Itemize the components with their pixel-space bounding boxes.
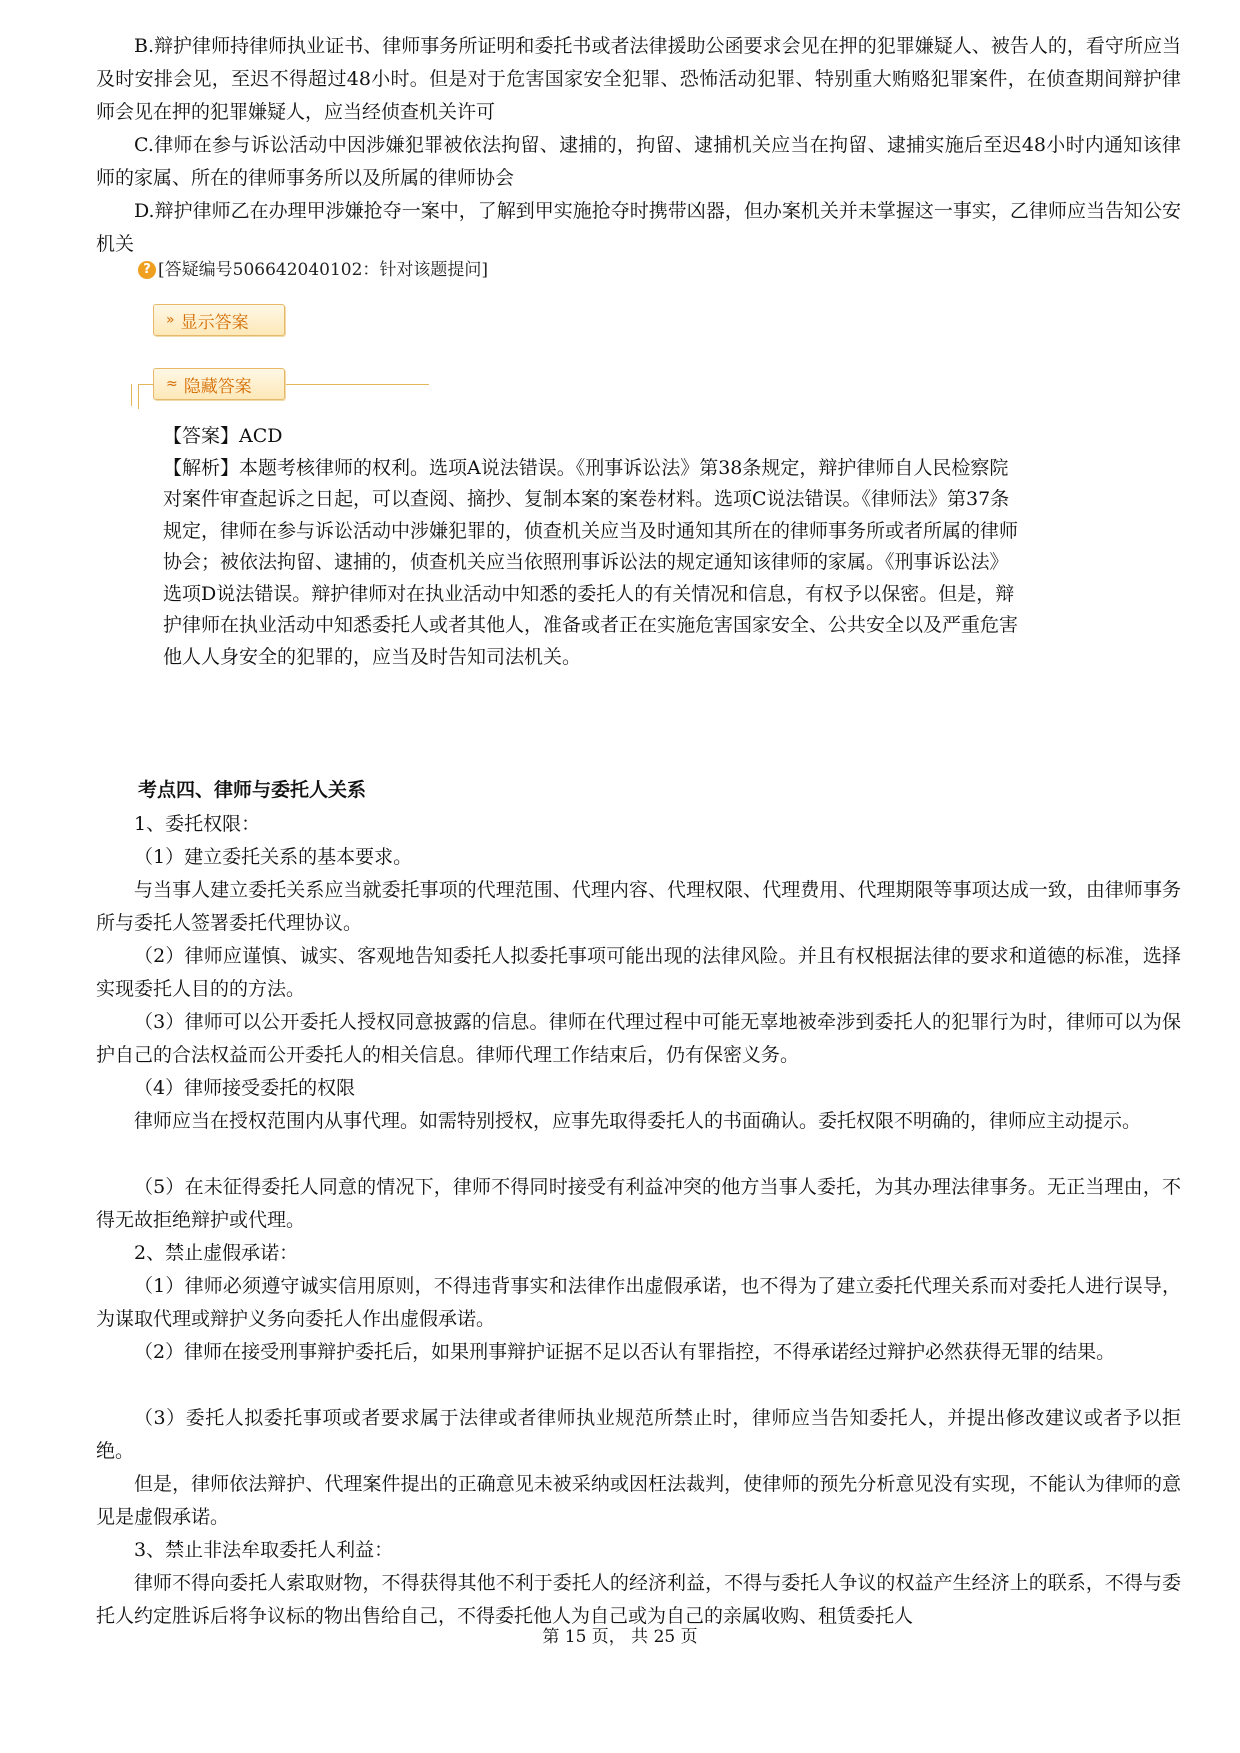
show-answer-label: 显示答案 <box>180 312 249 333</box>
hide-answer-button[interactable] <box>153 368 285 400</box>
section-subitem-1-5: （5）在未征得委托人同意的情况下，律师不得同时接受有利益冲突的他方当事人委托，为其办理法律事务。无正当理由，不得无故拒绝辩护或代理。 <box>96 1176 1181 1231</box>
section-subitem-1-4: （4）律师接受委托的权限 <box>134 1077 356 1099</box>
question-reference[interactable] <box>138 258 488 282</box>
section-paragraph: 但是，律师依法辩护、代理案件提出的正确意见未被采纳或因枉法裁判，使律师的预先分析意见没有实现，不能认为律师的意见是虚假承诺。 <box>96 1473 1181 1528</box>
section-subitem-2-2: （2）律师在接受刑事辩护委托后，如果刑事辩护证据不足以否认有罪指控，不得承诺经过辩护必然获得无罪的结果。 <box>134 1341 1116 1363</box>
section-paragraph: 律师不得向委托人索取财物，不得获得其他不利于委托人的经济利益，不得与委托人争议的权益产生经济上的联系，不得与委托人约定胜诉后将争议标的物出售给自己，不得委托他人为自己或为自己的亲属收购、租赁委托人 <box>96 1572 1181 1627</box>
section-item-2: 2、禁止虚假承诺： <box>134 1242 299 1264</box>
answer-panel <box>163 421 1021 673</box>
section-paragraph: 与当事人建立委托关系应当就委托事项的代理范围、代理内容、代理权限、代理费用、代理期限等事项达成一致，由律师事务所与委托人签署委托代理协议。 <box>96 879 1181 934</box>
option-c: C.律师在参与诉讼活动中因涉嫌犯罪被依法拘留、逮捕的，拘留、逮捕机关应当在拘留、逮捕实施后至迟48小时内通知该律师的家属、所在的律师事务所以及所属的律师协会 <box>96 134 1181 189</box>
double-chevron-up-icon: ≈ <box>166 376 178 392</box>
section-subitem-1-1: （1）建立委托关系的基本要求。 <box>134 846 413 868</box>
section-paragraph: 律师应当在授权范围内从事代理。如需特别授权，应事先取得委托人的书面确认。委托权限不明确的，律师应主动提示。 <box>134 1110 1142 1132</box>
show-answer-button[interactable] <box>153 304 285 336</box>
page-footer: 第 15 页， 共 25 页 <box>542 1627 698 1647</box>
section-heading: 考点四、律师与委托人关系 <box>138 779 367 801</box>
section-subitem-1-2: （2）律师应谨慎、诚实、客观地告知委托人拟委托事项可能出现的法律风险。并且有权根据法律的要求和道德的标准，选择实现委托人目的的方法。 <box>96 945 1181 1000</box>
section-subitem-2-3: （3）委托人拟委托事项或者要求属于法律或者律师执业规范所禁止时，律师应当告知委托人，并提出修改建议或者予以拒绝。 <box>96 1407 1181 1462</box>
section-subitem-1-3: （3）律师可以公开委托人授权同意披露的信息。律师在代理过程中可能无辜地被牵涉到委托人的犯罪行为时，律师可以为保护自己的合法权益而公开委托人的相关信息。律师代理工作结束后，仍有保密义务。 <box>96 1011 1181 1066</box>
question-reference-text: [答疑编号506642040102：针对该题提问] <box>158 260 489 280</box>
answer-analysis: 【解析】本题考核律师的权利。选项A说法错误。《刑事诉讼法》第38条规定，辩护律师自人民检察院对案件审查起诉之日起，可以查阅、摘抄、复制本案的案卷材料。选项C说法错误。《律师法》第37条规定，律师在参与诉讼活动中涉嫌犯罪的，侦查机关应当及时通知其所在的律师事务所或者所属的律师协会；被依法拘留、逮捕的，侦查机关应当依照刑事诉讼法的规定通知该律师的家属。《刑事诉讼法》选项D说法错误。辩护律师对在执业活动中知悉的委托人的有关情况和信息，有权予以保密。但是，辩护律师在执业活动中知悉委托人或者其他人，准备或者正在实施危害国家安全、公共安全以及严重危害他人人身安全的犯罪的，应当及时告知司法机关。 <box>163 456 1019 668</box>
option-b: B.辩护律师持律师执业证书、律师事务所证明和委托书或者法律援助公函要求会见在押的犯罪嫌疑人、被告人的，看守所应当及时安排会见，至迟不得超过48小时。但是对于危害国家安全犯罪、恐怖活动犯罪、特别重大贿赂犯罪案件，在侦查期间辩护律师会见在押的犯罪嫌疑人，应当经侦查机关许可 <box>96 35 1181 123</box>
question-mark-icon: ? <box>138 261 156 279</box>
hide-answer-label: 隐藏答案 <box>183 376 252 397</box>
option-d: D.辩护律师乙在办理甲涉嫌抢夺一案中，了解到甲实施抢夺时携带凶器，但办案机关并未掌握这一事实，乙律师应当告知公安机关 <box>96 200 1181 255</box>
section-item-1: 1、委托权限： <box>134 813 261 835</box>
double-chevron-right-icon: » <box>166 312 175 328</box>
section-subitem-2-1: （1）律师必须遵守诚实信用原则，不得违背事实和法律作出虚假承诺，也不得为了建立委托代理关系而对委托人进行误导，为谋取代理或辩护义务向委托人作出虚假承诺。 <box>96 1275 1181 1330</box>
answer-line: 【答案】ACD <box>163 425 283 447</box>
section-item-3: 3、禁止非法牟取委托人利益： <box>134 1539 394 1561</box>
